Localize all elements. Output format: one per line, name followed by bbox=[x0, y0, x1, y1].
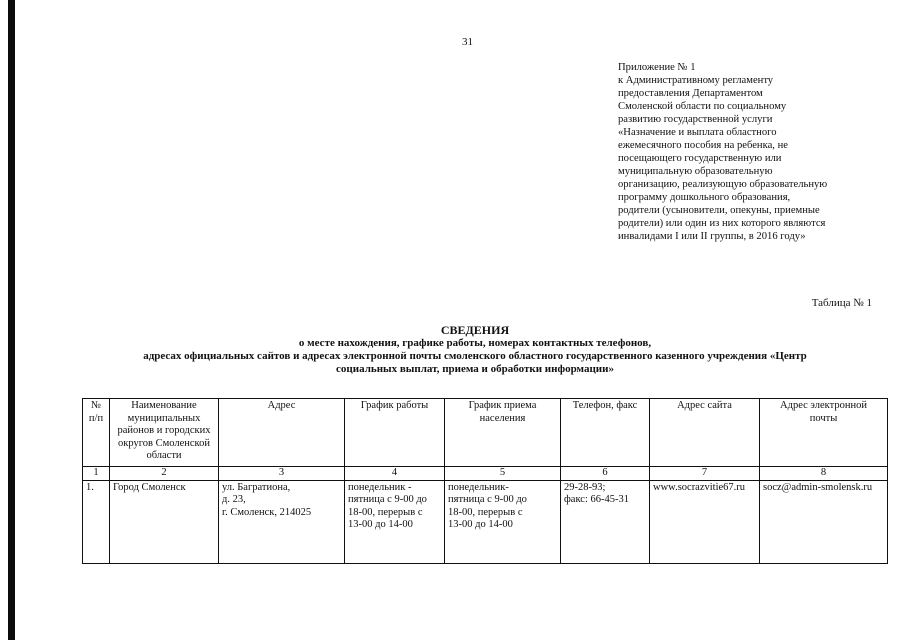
cell-text: 13-00 до 14-00 bbox=[448, 519, 513, 531]
header-col-address bbox=[219, 399, 345, 467]
appendix-line: организацию, реализующую образовательную bbox=[618, 179, 828, 190]
header-col-website bbox=[650, 399, 760, 467]
header-text: области bbox=[146, 450, 182, 462]
header-text: № bbox=[90, 400, 102, 411]
appendix-line: ежемесячного пособия на ребенка, не bbox=[618, 140, 788, 151]
header-col-email bbox=[760, 399, 888, 467]
header-text: Адрес сайта bbox=[677, 400, 732, 411]
cell-text: г. Смоленск, 214025 bbox=[222, 506, 312, 518]
column-number: 4 bbox=[345, 467, 445, 481]
cell-col-number bbox=[83, 480, 110, 563]
header-text: График работы bbox=[360, 400, 429, 411]
appendix-line: предоставления Департаментом bbox=[618, 88, 763, 99]
info-table bbox=[82, 398, 888, 564]
cell-col-work-schedule bbox=[345, 480, 445, 563]
cell-col-address bbox=[219, 480, 345, 563]
cell-text: 13-00 до 14-00 bbox=[348, 519, 413, 531]
cell-col-district bbox=[110, 480, 219, 563]
header-text: Адрес bbox=[267, 400, 296, 411]
header-text: районов и городских bbox=[117, 425, 211, 437]
header-text: Телефон, факс bbox=[572, 400, 638, 411]
appendix-line: развитию государственной услуги bbox=[618, 114, 773, 125]
header-text: почты bbox=[809, 412, 838, 424]
column-number: 7 bbox=[650, 467, 760, 481]
column-number: 5 bbox=[445, 467, 561, 481]
heading-line: адресах официальных сайтов и адресах электронной почты смоленского областного государственного казенного учреждения «Центр bbox=[143, 350, 807, 362]
cell-text: 18-00, перерыв с bbox=[448, 506, 523, 518]
appendix-line: родители) или один из них которого являются bbox=[618, 218, 826, 229]
cell-text: понедельник- bbox=[448, 481, 509, 493]
cell-text: www.socrazvitie67.ru bbox=[653, 481, 746, 493]
column-number-row bbox=[83, 467, 888, 481]
column-number: 8 bbox=[760, 467, 888, 481]
column-number: 2 bbox=[110, 467, 219, 481]
column-number: 6 bbox=[561, 467, 650, 481]
heading-line: социальных выплат, приема и обработки информации» bbox=[336, 363, 614, 375]
header-col-district bbox=[110, 399, 219, 467]
header-text: округов Смоленской bbox=[118, 437, 210, 449]
cell-text: пятница с 9-00 до bbox=[448, 494, 527, 506]
header-text: муниципальных bbox=[127, 412, 201, 424]
appendix-line: инвалидами I или II группы, в 2016 году» bbox=[618, 231, 806, 242]
heading-title: СВЕДЕНИЯ bbox=[440, 323, 510, 337]
appendix-line: «Назначение и выплата областного bbox=[618, 127, 777, 138]
scan-edge-bar bbox=[8, 0, 15, 640]
table-header-row bbox=[83, 399, 888, 467]
header-text: График приема bbox=[468, 400, 537, 411]
cell-text: Город Смоленск bbox=[113, 481, 186, 493]
appendix-line: Приложение № 1 bbox=[618, 62, 696, 73]
cell-text: пятница с 9-00 до bbox=[348, 494, 427, 506]
cell-text: факс: 66-45-31 bbox=[564, 494, 629, 506]
header-text: населения bbox=[479, 412, 526, 424]
table-row bbox=[83, 480, 888, 563]
appendix-note bbox=[618, 61, 888, 243]
header-col-number bbox=[83, 399, 110, 467]
header-text: Наименование bbox=[131, 400, 197, 411]
table-label: Таблица № 1 bbox=[811, 297, 872, 309]
cell-text: 1. bbox=[86, 481, 94, 493]
header-col-reception-schedule bbox=[445, 399, 561, 467]
header-col-phone-fax bbox=[561, 399, 650, 467]
appendix-line: посещающего государственную или bbox=[618, 153, 782, 164]
cell-col-phone-fax bbox=[561, 480, 650, 563]
cell-text: д. 23, bbox=[222, 494, 246, 506]
cell-col-reception-schedule bbox=[445, 480, 561, 563]
cell-text: 29-28-93; bbox=[564, 481, 606, 493]
appendix-line: муниципальную образовательную bbox=[618, 166, 773, 177]
appendix-line: программу дошкольного образования, bbox=[618, 192, 791, 203]
cell-text: socz@admin-smolensk.ru bbox=[763, 481, 873, 493]
column-number: 3 bbox=[219, 467, 345, 481]
cell-col-email bbox=[760, 480, 888, 563]
column-number: 1 bbox=[83, 467, 110, 481]
page-number: 31 bbox=[462, 36, 473, 48]
appendix-line: к Административному регламенту bbox=[618, 75, 774, 86]
document-heading bbox=[60, 324, 890, 376]
cell-text: понедельник - bbox=[348, 481, 412, 493]
header-text: Адрес электронной bbox=[780, 400, 867, 411]
header-text: п/п bbox=[88, 412, 104, 424]
cell-text: ул. Багратиона, bbox=[222, 481, 291, 493]
appendix-line: Смоленской области по социальному bbox=[618, 101, 787, 112]
heading-line: о месте нахождения, графике работы, номерах контактных телефонов, bbox=[298, 337, 652, 349]
cell-col-website bbox=[650, 480, 760, 563]
header-col-work-schedule bbox=[345, 399, 445, 467]
appendix-line: родители (усыновители, опекуны, приемные bbox=[618, 205, 820, 216]
cell-text: 18-00, перерыв с bbox=[348, 506, 423, 518]
